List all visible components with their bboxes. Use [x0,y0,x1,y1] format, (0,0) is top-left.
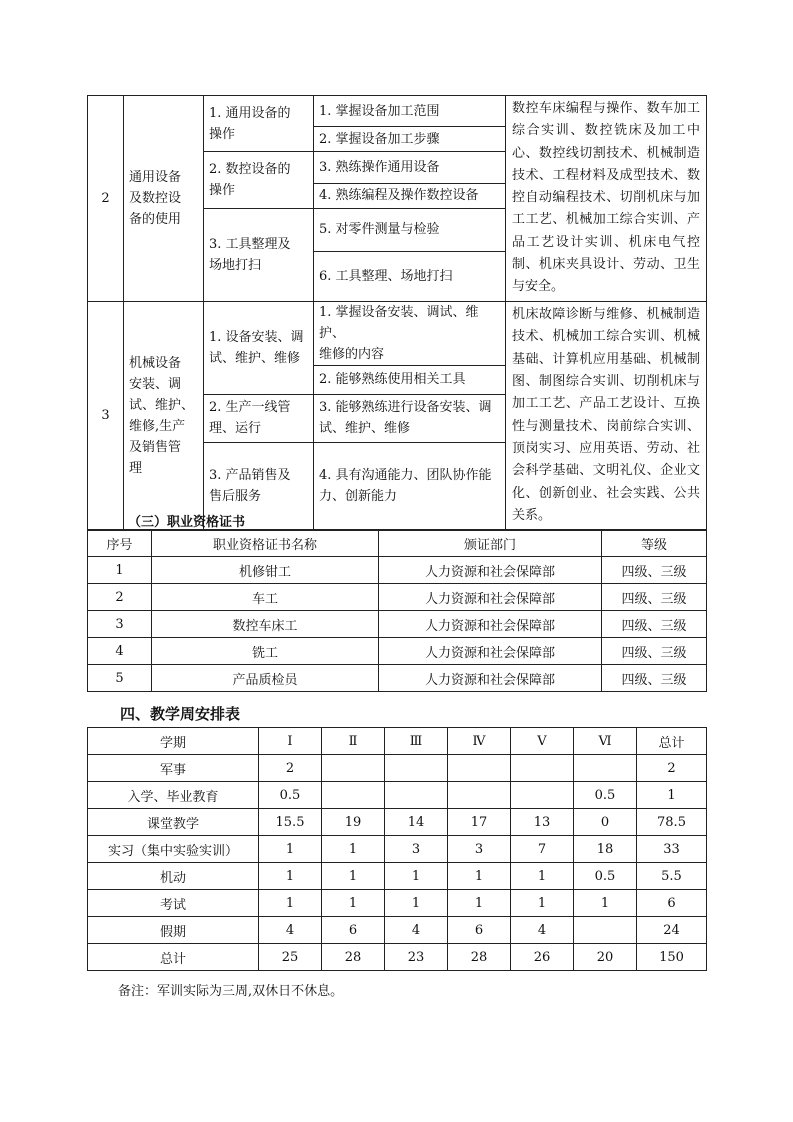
section-title-certificates: （三）职业资格证书 [128,515,246,530]
cell [322,782,385,809]
header-cell: Ⅴ [511,728,574,755]
cell: 1 [259,890,322,917]
cell: 0.5 [574,863,637,890]
task-name: 机械设备 安装、调 试、维护、 维修,生产 及销售管 理 [124,301,204,530]
cell: 四级、三级 [602,638,707,665]
cell: 19 [322,809,385,836]
cell: 4 [259,917,322,944]
cell: 6 [322,917,385,944]
cell: 1 [448,863,511,890]
skill-item: 1. 掌握设备加工范围 [314,96,506,127]
cell: 1 [385,890,448,917]
cell: 1 [322,890,385,917]
cell: 0 [574,809,637,836]
cell: 24 [637,917,707,944]
certificate-table [87,529,707,692]
table-row [88,890,707,917]
cell: 5.5 [637,863,707,890]
header-cell: 学期 [88,728,259,755]
header-cell: Ⅵ [574,728,637,755]
table-row [88,611,707,638]
cell: 4 [385,917,448,944]
cell: 2 [259,755,322,782]
cell: 0.5 [574,782,637,809]
cell: 17 [448,809,511,836]
cell: 1 [448,890,511,917]
cell: 1 [511,863,574,890]
table-row [88,782,707,809]
cell: 军事 [88,755,259,782]
skill-item: 5. 对零件测量与检验 [314,208,506,251]
table-row [88,638,707,665]
cell: 1 [322,836,385,863]
cell: 考试 [88,890,259,917]
cell: 4 [511,917,574,944]
course-list: 数控车床编程与操作、数车加工综合实训、数控铣床及加工中心、数控线切割技术、机械制造技术、工程材料及成型技术、数控自动编程技术、切削机床与加工工艺、机械加工综合实训、产品工艺设计实训、机床电气控制、机床夹具设计、劳动、卫生与安全。 [506,96,707,302]
cell: 2 [637,755,707,782]
skill-item: 1. 掌握设备安装、调试、维护、 维修的内容 [314,301,506,365]
cell: 数控车床工 [152,611,379,638]
skill-item: 4. 熟练编程及操作数控设备 [314,183,506,208]
header-cell: Ⅱ [322,728,385,755]
work-item: 2. 生产一线管 理、运行 [204,394,314,442]
cell: 23 [385,944,448,971]
cell: 6 [637,890,707,917]
cell: 1 [574,890,637,917]
cell: 150 [637,944,707,971]
cell: 3 [448,836,511,863]
header-cell: 总计 [637,728,707,755]
skill-item: 4. 具有沟通能力、团队协作能 力、创新能力 [314,442,506,530]
table-row [88,755,707,782]
cell: 车工 [152,584,379,611]
cell [511,755,574,782]
header-cell: 颁证部门 [379,530,602,557]
cell: 产品质检员 [152,665,379,692]
cell: 6 [448,917,511,944]
cell: 20 [574,944,637,971]
skill-item: 3. 熟练操作通用设备 [314,152,506,184]
task-number: 2 [88,96,124,302]
cell [574,755,637,782]
task-skill-table [87,95,707,531]
skill-item: 2. 掌握设备加工步骤 [314,127,506,152]
task-name: 通用设备 及数控设 备的使用 [124,96,204,302]
work-item: 1. 设备安装、调 试、维护、维修 [204,301,314,394]
cell [574,917,637,944]
table-row [88,584,707,611]
header-cell: 职业资格证书名称 [152,530,379,557]
cell: 0.5 [259,782,322,809]
section-title-schedule: 四、教学周安排表 [120,705,241,723]
cell: 25 [259,944,322,971]
header-cell: Ⅳ [448,728,511,755]
cell: 人力资源和社会保障部 [379,611,602,638]
cell [448,755,511,782]
cell: 28 [322,944,385,971]
header-cell: 序号 [88,530,152,557]
work-item: 1. 通用设备的 操作 [204,96,314,152]
cell [322,755,385,782]
cell: 入学、毕业教育 [88,782,259,809]
cell: 5 [88,665,152,692]
cell: 15.5 [259,809,322,836]
cell: 1 [385,863,448,890]
cell: 四级、三级 [602,665,707,692]
cell: 人力资源和社会保障部 [379,638,602,665]
teaching-week-table [87,727,707,971]
cell: 机修钳工 [152,557,379,584]
cell: 33 [637,836,707,863]
cell: 机动 [88,863,259,890]
cell: 1 [637,782,707,809]
cell: 78.5 [637,809,707,836]
cell: 1 [259,863,322,890]
cell: 1 [511,890,574,917]
cell: 课堂教学 [88,809,259,836]
cell: 2 [88,584,152,611]
cell: 四级、三级 [602,611,707,638]
skill-item: 3. 能够熟练进行设备安装、调 试、维护、维修 [314,394,506,442]
cell: 7 [511,836,574,863]
cell: 28 [448,944,511,971]
cell: 3 [88,611,152,638]
schedule-note: 备注：军训实际为三周,双休日不休息。 [118,984,344,999]
cell [385,755,448,782]
cell: 人力资源和社会保障部 [379,665,602,692]
cell [511,782,574,809]
cell: 14 [385,809,448,836]
cell: 人力资源和社会保障部 [379,584,602,611]
work-item: 2. 数控设备的 操作 [204,152,314,209]
cell: 18 [574,836,637,863]
work-item: 3. 工具整理及 场地打扫 [204,208,314,301]
cell [385,782,448,809]
cell [448,782,511,809]
table-row [88,836,707,863]
header-cell: Ⅰ [259,728,322,755]
header-cell: 等级 [602,530,707,557]
table-row [88,809,707,836]
cell: 3 [385,836,448,863]
header-cell: Ⅲ [385,728,448,755]
cell: 总计 [88,944,259,971]
cell: 四级、三级 [602,584,707,611]
table-row [88,557,707,584]
cell: 4 [88,638,152,665]
course-list: 机床故障诊断与维修、机械制造技术、机械加工综合实训、机械基础、计算机应用基础、机械制图、制图综合实训、切削机床与加工工艺、产品工艺设计、互换性与测量技术、岗前综合实训、顶岗实习、应用英语、劳动、社会科学基础、文明礼仪、企业文化、创新创业、社会实践、公共关系。 [506,301,707,530]
cell: 1 [322,863,385,890]
cell: 实习（集中实验实训） [88,836,259,863]
skill-item: 2. 能够熟练使用相关工具 [314,365,506,394]
table-row [88,917,707,944]
cell: 1 [88,557,152,584]
cell: 13 [511,809,574,836]
table-row [88,944,707,971]
cell: 假期 [88,917,259,944]
skill-item: 6. 工具整理、场地打扫 [314,251,506,301]
table-row [88,863,707,890]
cell: 四级、三级 [602,557,707,584]
task-number: 3 [88,301,124,530]
cell: 26 [511,944,574,971]
cell: 1 [259,836,322,863]
cell: 铣工 [152,638,379,665]
work-item: 3. 产品销售及 售后服务 [204,442,314,530]
cell: 人力资源和社会保障部 [379,557,602,584]
table-row [88,665,707,692]
